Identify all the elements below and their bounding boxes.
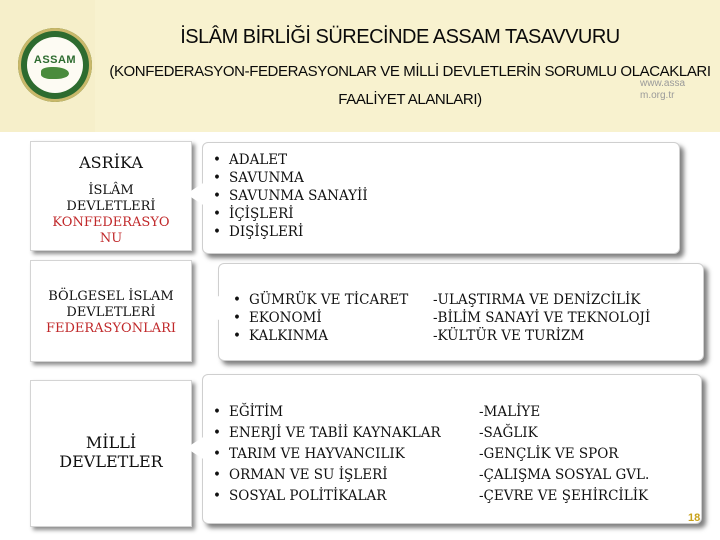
- national-duties-box: [202, 374, 702, 524]
- watermark-line-2: m.org.tr: [640, 90, 675, 101]
- list-item: -SAĞLIK: [479, 425, 538, 441]
- list-item: • ADALET: [213, 151, 368, 169]
- national-line-2: DEVLETLER: [59, 452, 163, 471]
- confederation-line-2: DEVLETLERİ: [66, 199, 156, 214]
- watermark-line-1: www.assa: [640, 78, 686, 89]
- federation-duties-right: [433, 291, 650, 345]
- watermark: [640, 78, 690, 102]
- confederation-box: [30, 141, 192, 251]
- federation-box: [30, 260, 192, 362]
- list-item: • SAVUNMA SANAYİİ: [213, 187, 368, 205]
- confederation-line-1: İSLÂM: [88, 183, 134, 198]
- list-item: • İÇİŞLERİ: [213, 205, 368, 223]
- list-item: • EKONOMİ: [233, 309, 408, 327]
- list-item: -ÇALIŞMA SOSYAL GVL.: [479, 467, 650, 483]
- connector-arrow: [200, 294, 222, 322]
- list-item: • KALKINMA: [233, 327, 408, 345]
- list-item: -ÇEVRE VE ŞEHİRCİLİK: [479, 488, 649, 504]
- national-duties-list: [213, 402, 441, 507]
- national-line-1: MİLLİ: [85, 433, 137, 452]
- subtitle-line-1: (KONFEDERASYON-FEDERASYONLAR VE MİLLİ DEVLETLERİN SORUMLU OLACAKLARI: [109, 63, 711, 80]
- page-title: İSLÂM BİRLİĞİ SÜRECİNDE ASSAM TASAVVURU: [180, 26, 620, 48]
- list-item: • TARIM VE HAYVANCILIK: [213, 444, 441, 465]
- federation-duties-box: [218, 263, 704, 361]
- list-item: • SAVUNMA: [213, 169, 368, 187]
- logo-inner: [27, 37, 83, 93]
- list-item: • ENERJİ VE TABİİ KAYNAKLAR: [213, 423, 441, 444]
- confederation-title: ASRİKA: [79, 153, 143, 172]
- list-item: • DIŞİŞLERİ: [213, 223, 368, 241]
- confederation-line-4: NU: [99, 231, 123, 246]
- page-subtitle: [105, 58, 715, 114]
- list-item: -MALİYE: [479, 404, 541, 420]
- list-item: • SOSYAL POLİTİKALAR: [213, 486, 441, 507]
- national-duties-right: [479, 402, 649, 507]
- list-item: -GENÇLİK VE SPOR: [479, 446, 619, 462]
- list-item: -BİLİM SANAYİ VE TEKNOLOJİ: [433, 310, 651, 326]
- assam-logo: [18, 28, 92, 102]
- world-map-icon: [41, 67, 69, 79]
- logo-area: [0, 0, 95, 132]
- connector-arrow: [186, 434, 208, 462]
- federation-line-3: FEDERASYONLARI: [45, 321, 177, 336]
- logo-text: ASSAM: [33, 54, 77, 66]
- list-item: • GÜMRÜK VE TİCARET: [233, 291, 408, 309]
- list-item: -ULAŞTIRMA VE DENİZCİLİK: [433, 292, 641, 308]
- subtitle-line-2: FAALİYET ALANLARI): [338, 91, 482, 108]
- list-item: -KÜLTÜR VE TURİZM: [433, 328, 585, 344]
- connector-arrow: [186, 180, 208, 208]
- header-banner: [0, 0, 720, 132]
- federation-line-2: DEVLETLERİ: [66, 305, 156, 320]
- list-item: • ORMAN VE SU İŞLERİ: [213, 465, 441, 486]
- confederation-line-3: KONFEDERASYO: [52, 215, 170, 230]
- confederation-duties-box: [202, 142, 680, 254]
- national-box: [30, 380, 192, 527]
- federation-line-1: BÖLGESEL İSLAM: [48, 289, 174, 304]
- federation-duties-list: [233, 291, 408, 345]
- page-number: 18: [688, 512, 701, 524]
- confederation-duties-list: [213, 151, 368, 241]
- list-item: • EĞİTİM: [213, 402, 441, 423]
